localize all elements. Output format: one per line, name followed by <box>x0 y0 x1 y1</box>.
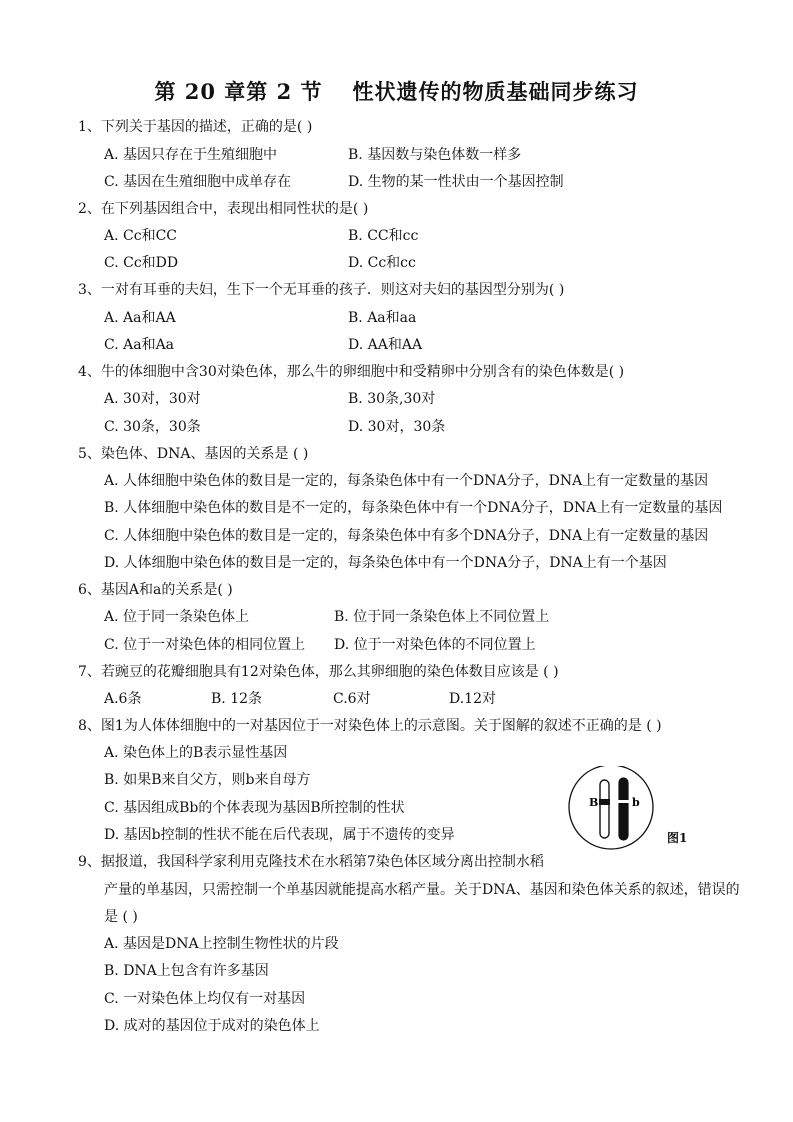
chromosome-left <box>600 780 609 838</box>
q6-option-b: B. 位于同一条染色体上不同位置上 <box>334 609 550 625</box>
gene-locus-right <box>618 800 629 803</box>
gene-label-b: b <box>632 796 640 809</box>
q2-option-d: D. Cc和cc <box>348 255 416 271</box>
q4-option-b: B. 30条,30对 <box>348 391 436 407</box>
q7-option-b: B. 12条 <box>211 691 263 707</box>
cell-outline <box>569 766 653 849</box>
question-6-stem: 6、基因A和a的关系是( ) <box>78 582 233 598</box>
q3-option-d: D. AA和AA <box>348 337 423 353</box>
q9-option-a: A. 基因是DNA上控制生物性状的片段 <box>104 936 339 952</box>
q1-option-c: C. 基因在生殖细胞中成单存在 <box>104 174 292 190</box>
q5-option-c: C. 人体细胞中染色体的数目是一定的，每条染色体中有多个DNA分子，DNA上有一定数量的基因 <box>104 528 709 544</box>
q3-option-a: A. Aa和AA <box>104 310 176 326</box>
q6-option-c: C. 位于一对染色体的相同位置上 <box>104 637 306 653</box>
q9-option-b: B. DNA上包含有许多基因 <box>104 963 269 979</box>
q2-option-b: B. CC和cc <box>348 228 419 244</box>
q8-option-a: A. 染色体上的B表示显性基因 <box>104 745 288 761</box>
figure-caption: 图1 <box>667 831 688 845</box>
q4-option-a: A. 30对，30对 <box>104 391 201 407</box>
q7-option-d: D.12对 <box>449 691 496 707</box>
q7-option-a: A.6条 <box>104 691 142 707</box>
q1-option-b: B. 基因数与染色体数一样多 <box>348 147 522 163</box>
q8-option-b: B. 如果B来自父方，则b来自母方 <box>104 772 311 788</box>
question-3-stem: 3、一对有耳垂的夫妇，生下一个无耳垂的孩子．则这对夫妇的基因型分别为( ) <box>78 282 565 298</box>
question-9-stem-line3: 是 ( ) <box>104 909 138 925</box>
q8-option-d: D. 基因b控制的性状不能在后代表现，属于不遗传的变异 <box>104 827 455 843</box>
q5-option-b: B. 人体细胞中染色体的数目是不一定的，每条染色体中有一个DNA分子，DNA上有一定数量的基因 <box>104 500 723 516</box>
question-9-stem-line1: 9、据报道，我国科学家利用克隆技术在水稻第7染色体区域分离出控制水稻 <box>78 854 544 870</box>
q6-option-a: A. 位于同一条染色体上 <box>104 609 250 625</box>
q1-option-a: A. 基因只存在于生殖细胞中 <box>104 147 278 163</box>
q4-option-c: C. 30条，30条 <box>104 419 201 435</box>
q9-option-d: D. 成对的基因位于成对的染色体上 <box>104 1018 320 1034</box>
q6-option-d: D. 位于一对染色体的不同位置上 <box>334 637 536 653</box>
gene-locus-left <box>599 799 610 805</box>
q4-option-d: D. 30对，30条 <box>348 419 446 435</box>
q2-option-c: C. Cc和DD <box>104 255 179 271</box>
title-topic: 性状遗传的物质基础同步练习 <box>352 79 639 104</box>
page-title <box>0 76 793 106</box>
q3-option-c: C. Aa和Aa <box>104 337 175 353</box>
question-2-stem: 2、在下列基因组合中，表现出相同性状的是( ) <box>78 201 369 217</box>
q1-option-d: D. 生物的某一性状由一个基因控制 <box>348 174 564 190</box>
question-9-stem-line2: 产量的单基因，只需控制一个单基因就能提高水稻产量。关于DNA、基因和染色体关系的叙述，错误的 <box>104 882 740 898</box>
question-4-stem: 4、牛的体细胞中含30对染色体，那么牛的卵细胞中和受精卵中分别含有的染色体数是( ) <box>78 364 625 380</box>
q3-option-b: B. Aa和aa <box>348 310 417 326</box>
question-5-stem: 5、染色体、DNA、基因的关系是 ( ) <box>78 446 309 462</box>
q5-option-a: A. 人体细胞中染色体的数目是一定的，每条染色体中有一个DNA分子，DNA上有一定数量的基因 <box>104 473 709 489</box>
title-chapter: 第 20 章第 2 节 <box>154 79 323 104</box>
question-8-stem: 8、图1为人体体细胞中的一对基因位于一对染色体上的示意图。关于图解的叙述不正确的是 ( ) <box>78 718 662 734</box>
q2-option-a: A. Cc和CC <box>104 228 177 244</box>
q7-option-c: C.6对 <box>333 691 371 707</box>
chromosome-right <box>619 778 628 840</box>
q5-option-d: D. 人体细胞中染色体的数目是一定的，每条染色体中有一个DNA分子，DNA上有一个基因 <box>104 555 667 571</box>
gene-label-B: B <box>589 796 599 809</box>
q9-option-c: C. 一对染色体上均仅有一对基因 <box>104 991 306 1007</box>
question-1-stem: 1、下列关于基因的描述，正确的是( ) <box>78 119 313 135</box>
question-7-stem: 7、若豌豆的花瓣细胞具有12对染色体，那么其卵细胞的染色体数目应该是 ( ) <box>78 664 559 680</box>
q8-option-c: C. 基因组成Bb的个体表现为基因B所控制的性状 <box>104 800 405 816</box>
